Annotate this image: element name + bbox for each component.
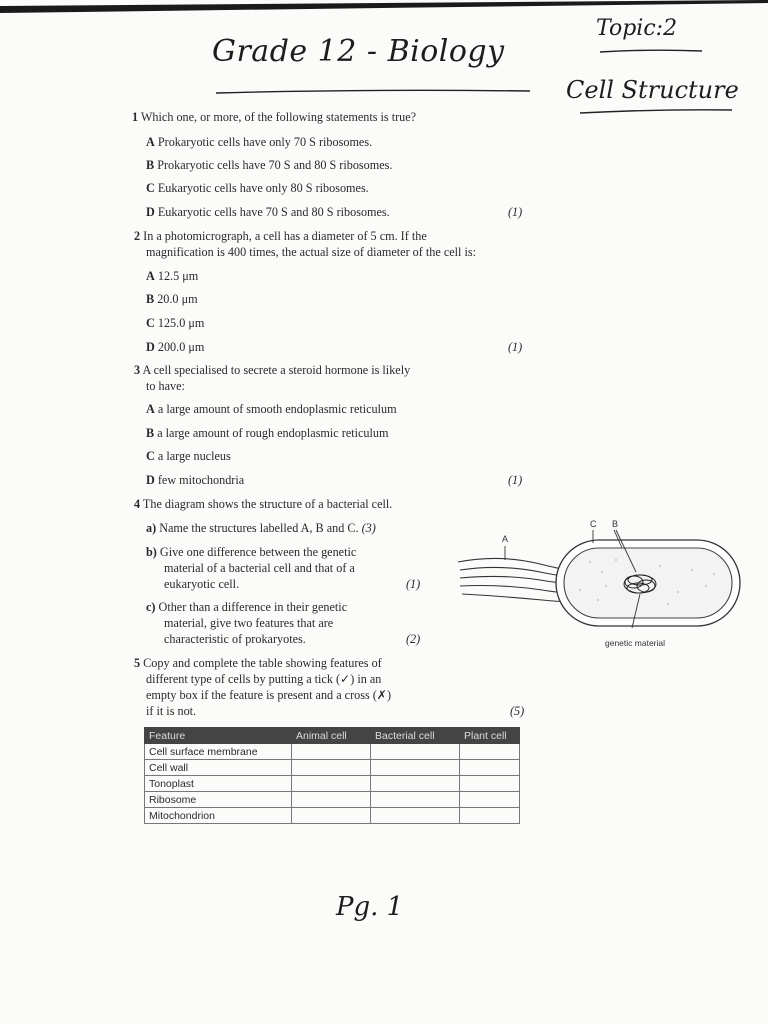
answer-cell[interactable]: [292, 744, 371, 760]
table-row: [145, 744, 520, 760]
q2-stem-line1: 2 In a photomicrograph, a cell has a diameter of 5 cm. If the: [134, 229, 427, 243]
answer-cell[interactable]: [292, 792, 371, 808]
q3-option-b: B a large amount of rough endoplasmic reticulum: [146, 426, 389, 440]
q3-option-d: D few mitochondria: [146, 473, 245, 487]
q4c-line1: c) Other than a difference in their genetic: [146, 600, 348, 614]
answer-cell[interactable]: [460, 744, 520, 760]
q5-mark: (5): [510, 704, 525, 718]
q2-mark: (1): [508, 340, 523, 354]
q3-stem-line2: to have:: [146, 379, 185, 393]
handwritten-page-number: Pg. 1: [336, 892, 404, 922]
answer-cell[interactable]: [460, 776, 520, 792]
answer-cell[interactable]: [371, 808, 460, 824]
table-row: [145, 792, 520, 808]
q3-mark: (1): [508, 473, 523, 487]
title-underline: [214, 88, 534, 96]
row-label: Cell surface membrane: [145, 744, 292, 760]
q4b-line2: material of a bacterial cell and that of a: [164, 561, 355, 575]
row-label: Ribosome: [145, 792, 292, 808]
answer-cell[interactable]: [460, 792, 520, 808]
table-header-row: [145, 728, 520, 744]
q5-line1: 5 Copy and complete the table showing features of: [134, 656, 382, 670]
bacterial-cell-diagram: [430, 512, 750, 662]
q2-option-a: A 12.5 μm: [146, 269, 199, 283]
q5-line2: different type of cells by putting a tick (✓) in an: [146, 672, 382, 686]
q2-option-d: D 200.0 μm: [146, 340, 205, 354]
q4c-line3: characteristic of prokaryotes.: [164, 632, 306, 646]
q5-line3: empty box if the feature is present and a cross (✗): [146, 688, 392, 702]
col-bacterial-cell: Bacterial cell: [371, 728, 460, 744]
q1-option-a: A Prokaryotic cells have only 70 S ribosomes.: [146, 135, 373, 149]
q4b-mark: (1): [406, 577, 421, 591]
q3-option-a: A a large amount of smooth endoplasmic reticulum: [146, 402, 397, 416]
q3-option-c: C a large nucleus: [146, 449, 231, 463]
answer-cell[interactable]: [371, 760, 460, 776]
answer-cell[interactable]: [292, 808, 371, 824]
answer-cell[interactable]: [292, 760, 371, 776]
answer-cell[interactable]: [460, 808, 520, 824]
table-row: [145, 808, 520, 824]
answer-cell[interactable]: [371, 792, 460, 808]
subtopic-underline: [578, 108, 738, 116]
q4c-mark: (2): [406, 632, 421, 646]
row-label: Tonoplast: [145, 776, 292, 792]
q4c-line2: material, give two features that are: [164, 616, 334, 630]
diagram-label-a: A: [502, 534, 509, 544]
q4a: a) Name the structures labelled A, B and C. (3): [146, 521, 376, 535]
diagram-label-b: B: [612, 519, 619, 529]
q4b-line1: b) Give one difference between the genetic: [146, 545, 357, 559]
row-label: Cell wall: [145, 760, 292, 776]
q1-stem: 1 Which one, or more, of the following statements is true?: [132, 110, 417, 124]
answer-cell[interactable]: [371, 744, 460, 760]
q2-stem-line2: magnification is 400 times, the actual size of diameter of the cell is:: [146, 245, 476, 259]
answer-cell[interactable]: [371, 776, 460, 792]
col-animal-cell: Animal cell: [292, 728, 371, 744]
diagram-label-c: C: [590, 519, 597, 529]
answer-cell[interactable]: [460, 760, 520, 776]
table-row: [145, 760, 520, 776]
handwritten-topic: Topic:2: [596, 16, 678, 41]
q4-stem: 4 The diagram shows the structure of a bacterial cell.: [134, 497, 393, 511]
q1-option-c: C Eukaryotic cells have only 80 S ribosomes.: [146, 181, 369, 195]
q2-option-b: B 20.0 μm: [146, 292, 198, 306]
q1-option-d: D Eukaryotic cells have 70 S and 80 S ribosomes.: [146, 205, 390, 219]
table-row: [145, 776, 520, 792]
diagram-label-genetic: genetic material: [605, 638, 666, 648]
topic-underline: [598, 48, 708, 56]
q1-option-b: B Prokaryotic cells have 70 S and 80 S ribosomes.: [146, 158, 393, 172]
handwritten-subtopic: Cell Structure: [566, 76, 739, 104]
q5-line4: if it is not.: [146, 704, 197, 718]
q3-stem-line1: 3 A cell specialised to secrete a steroid hormone is likely: [134, 363, 411, 377]
q2-option-c: C 125.0 μm: [146, 316, 205, 330]
handwritten-title: Grade 12 - Biology: [212, 34, 505, 69]
col-plant-cell: Plant cell: [460, 728, 520, 744]
cell-membrane: [564, 548, 732, 618]
answer-cell[interactable]: [292, 776, 371, 792]
col-feature: Feature: [145, 728, 292, 744]
feature-table: [144, 727, 520, 824]
q1-mark: (1): [508, 205, 523, 219]
q4b-line3: eukaryotic cell.: [164, 577, 240, 591]
row-label: Mitochondrion: [145, 808, 292, 824]
